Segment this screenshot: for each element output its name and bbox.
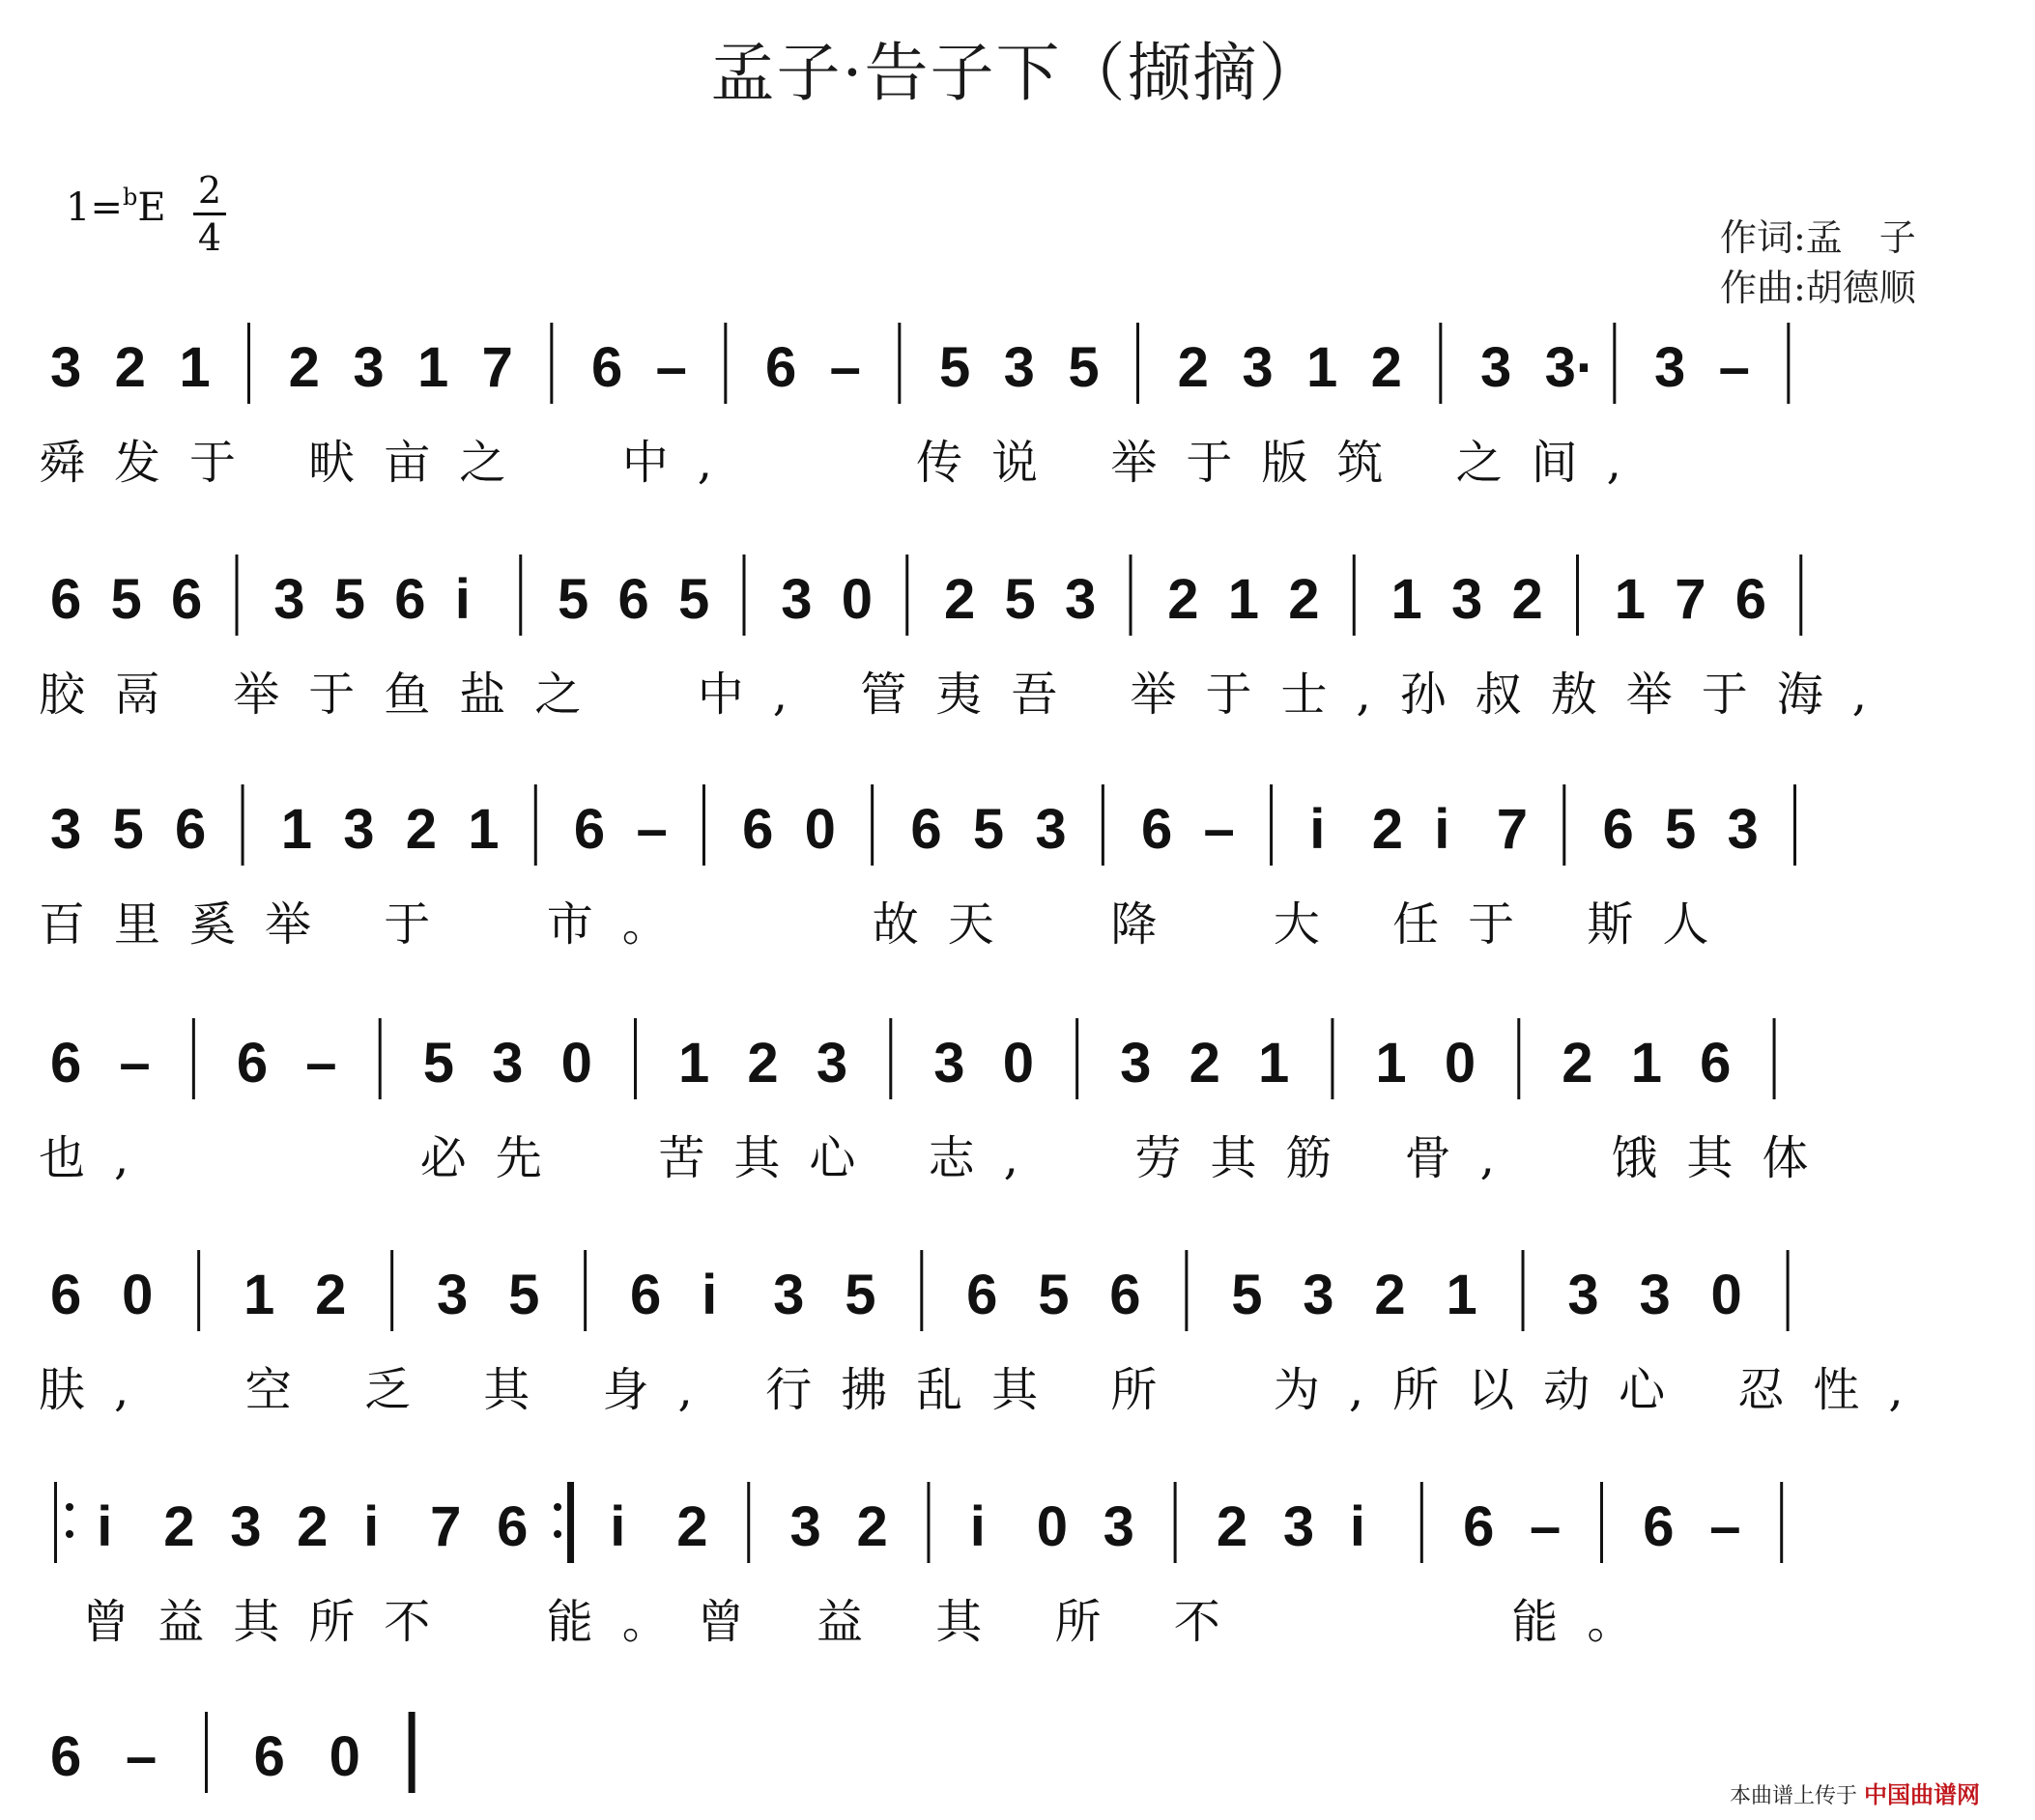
barline xyxy=(1780,1482,1783,1563)
note-5: 5 xyxy=(110,568,142,631)
note-5: 5 xyxy=(1664,798,1697,861)
note-2: 2 xyxy=(163,1495,195,1558)
credits xyxy=(1720,213,1916,313)
note-i: i xyxy=(1349,1495,1365,1558)
note-2: 2 xyxy=(747,1032,779,1095)
note-5: 5 xyxy=(1004,568,1036,631)
note-7: 7 xyxy=(481,336,513,399)
lyrics-line-5: 肤, 空 乏 其 身, 行拂乱其 所 为,所以动心 忍性, xyxy=(39,1363,1933,1417)
note-2: 2 xyxy=(1374,1264,1406,1326)
note-5: 5 xyxy=(1068,336,1100,399)
note-2: 2 xyxy=(1189,1032,1220,1095)
note-5: 5 xyxy=(422,1032,454,1095)
note-0: 0 xyxy=(122,1264,154,1326)
notation-line-4 xyxy=(39,1014,2010,1107)
notation-line-7 xyxy=(39,1708,2010,1801)
note-6: 6 xyxy=(50,1264,82,1326)
note-2: 2 xyxy=(315,1264,347,1326)
note-2: 2 xyxy=(944,568,976,631)
note-5: 5 xyxy=(678,568,710,631)
note-dash: – xyxy=(1718,336,1750,399)
note-3: 3 xyxy=(1242,336,1274,399)
note-i: i xyxy=(1434,798,1450,861)
note-1: 1 xyxy=(468,798,500,861)
note-1: 1 xyxy=(678,1032,710,1095)
barline xyxy=(1185,1250,1188,1331)
note-dash: – xyxy=(1709,1495,1741,1558)
note-3: 3 xyxy=(1282,1495,1315,1558)
barline xyxy=(1075,1018,1078,1099)
key-signature xyxy=(66,184,166,230)
note-3: 3 xyxy=(50,798,82,861)
note-1: 1 xyxy=(1630,1032,1662,1095)
note-1: 1 xyxy=(1306,336,1338,399)
note-1: 1 xyxy=(280,798,312,861)
note-i: i xyxy=(702,1264,718,1326)
barline xyxy=(409,1712,416,1793)
note-2: 2 xyxy=(1167,568,1199,631)
note-i: i xyxy=(610,1495,626,1558)
barline xyxy=(390,1250,393,1331)
note-2: 2 xyxy=(405,798,438,861)
note-i: i xyxy=(97,1495,113,1558)
note-dash: – xyxy=(126,1725,158,1788)
note-5: 5 xyxy=(1231,1264,1263,1326)
note-2: 2 xyxy=(1288,568,1320,631)
note-2: 2 xyxy=(1371,798,1404,861)
barline xyxy=(1613,323,1616,404)
note-6: 6 xyxy=(1700,1032,1732,1095)
composer-credit: 作曲:胡德顺 xyxy=(1720,267,1916,309)
note-3: 3 xyxy=(1480,336,1512,399)
note-2: 2 xyxy=(288,336,320,399)
note-0: 0 xyxy=(804,798,836,861)
note-3dot: 3· xyxy=(1544,336,1595,399)
note-5: 5 xyxy=(558,568,589,631)
barline xyxy=(205,1712,208,1793)
notation-line-3 xyxy=(39,781,2010,873)
note-3: 3 xyxy=(1035,798,1067,861)
note-6: 6 xyxy=(573,798,606,861)
note-1: 1 xyxy=(1446,1264,1477,1326)
note-3: 3 xyxy=(1567,1264,1599,1326)
lyrics-line-1: 舜发于 畎亩之 中, 传说 举于版筑 之间, xyxy=(39,436,1650,490)
note-6: 6 xyxy=(394,568,426,631)
note-6: 6 xyxy=(1602,798,1634,861)
barline xyxy=(724,323,727,404)
barline xyxy=(1787,323,1790,404)
barline xyxy=(242,784,244,866)
note-0: 0 xyxy=(329,1725,360,1788)
note-2: 2 xyxy=(1511,568,1543,631)
time-signature xyxy=(193,170,226,258)
note-i: i xyxy=(969,1495,986,1558)
notation-line-2 xyxy=(39,551,2010,643)
note-6: 6 xyxy=(1734,568,1767,631)
page-title: 孟子·告子下（撷摘） xyxy=(710,36,1325,110)
note-2: 2 xyxy=(1370,336,1402,399)
note-0: 0 xyxy=(841,568,874,631)
barline xyxy=(197,1250,200,1331)
lyricist-credit: 作词:孟 子 xyxy=(1720,216,1916,259)
note-3: 3 xyxy=(1303,1264,1334,1326)
barline xyxy=(1174,1482,1177,1563)
note-2: 2 xyxy=(856,1495,888,1558)
note-1: 1 xyxy=(417,336,449,399)
meter-bottom: 4 xyxy=(197,216,222,259)
note-7: 7 xyxy=(430,1495,462,1558)
barline xyxy=(236,555,239,636)
note-0: 0 xyxy=(560,1032,592,1095)
barline xyxy=(192,1018,195,1099)
barline xyxy=(702,784,705,866)
note-6: 6 xyxy=(50,1725,82,1788)
barline xyxy=(1517,1018,1520,1099)
barline xyxy=(554,1482,574,1563)
barline xyxy=(743,555,746,636)
barline xyxy=(1130,555,1132,636)
note-5: 5 xyxy=(508,1264,540,1326)
note-dash: – xyxy=(119,1032,151,1095)
note-5: 5 xyxy=(845,1264,876,1326)
note-5: 5 xyxy=(112,798,144,861)
barline xyxy=(1331,1018,1333,1099)
barline xyxy=(905,555,908,636)
note-dash: – xyxy=(1203,798,1235,861)
barline xyxy=(747,1482,750,1563)
note-6: 6 xyxy=(1643,1495,1675,1558)
barline xyxy=(1787,1250,1790,1331)
note-3: 3 xyxy=(343,798,375,861)
barline xyxy=(1773,1018,1776,1099)
note-dash: – xyxy=(1530,1495,1562,1558)
barline xyxy=(898,323,901,404)
barline xyxy=(1136,323,1139,404)
barline xyxy=(920,1250,923,1331)
notation-line-6 xyxy=(39,1478,2010,1571)
note-3: 3 xyxy=(492,1032,524,1095)
note-6: 6 xyxy=(497,1495,529,1558)
note-1: 1 xyxy=(1258,1032,1290,1095)
footer-text: 本曲谱上传于 xyxy=(1730,1784,1858,1808)
note-2: 2 xyxy=(1216,1495,1248,1558)
note-2: 2 xyxy=(676,1495,708,1558)
note-i: i xyxy=(1309,798,1326,861)
key-prefix: 1= xyxy=(66,185,123,230)
note-6: 6 xyxy=(50,568,82,631)
note-dash: – xyxy=(305,1032,337,1095)
note-3: 3 xyxy=(933,1032,965,1095)
lyrics-line-3: 百里奚举 于 市。 故天 降 大 任于 斯人 xyxy=(39,897,1738,952)
note-3: 3 xyxy=(353,336,385,399)
barline xyxy=(1562,784,1565,866)
barline xyxy=(584,1250,587,1331)
lyrics-line-6: 曾益其所不 能。曾 益 其 所 不 能。 xyxy=(39,1595,1663,1649)
barline xyxy=(1600,1482,1603,1563)
barline xyxy=(634,1018,637,1099)
barline xyxy=(1522,1250,1525,1331)
note-6: 6 xyxy=(742,798,774,861)
note-1: 1 xyxy=(1375,1032,1407,1095)
note-1: 1 xyxy=(179,336,211,399)
note-dash: – xyxy=(829,336,861,399)
note-5: 5 xyxy=(333,568,366,631)
note-0: 0 xyxy=(1036,1495,1068,1558)
note-6: 6 xyxy=(171,568,203,631)
note-3: 3 xyxy=(230,1495,262,1558)
note-2: 2 xyxy=(1177,336,1209,399)
barline xyxy=(1420,1482,1423,1563)
note-6: 6 xyxy=(1109,1264,1141,1326)
barline xyxy=(247,323,250,404)
note-2: 2 xyxy=(297,1495,329,1558)
note-3: 3 xyxy=(1451,568,1483,631)
note-6: 6 xyxy=(765,336,797,399)
note-6: 6 xyxy=(966,1264,998,1326)
barline xyxy=(1102,784,1104,866)
footer-watermark xyxy=(1730,1776,1980,1809)
barline xyxy=(379,1018,382,1099)
lyrics-line-2: 胶鬲 举于鱼盐之 中, 管夷吾 举于士,孙叔敖举于海, xyxy=(39,668,1897,722)
barline xyxy=(550,323,553,404)
note-3: 3 xyxy=(1120,1032,1152,1095)
meter-top: 2 xyxy=(197,169,222,212)
notation-line-5 xyxy=(39,1246,2010,1339)
note-3: 3 xyxy=(1727,798,1759,861)
barline xyxy=(927,1482,930,1563)
note-5: 5 xyxy=(939,336,971,399)
note-3: 3 xyxy=(773,1264,805,1326)
barline xyxy=(1793,784,1796,866)
note-6: 6 xyxy=(50,1032,82,1095)
note-6: 6 xyxy=(253,1725,285,1788)
lyrics-line-4: 也, 必先 苦其心 志, 劳其筋 骨, 饿其体 xyxy=(39,1131,1838,1185)
note-6: 6 xyxy=(630,1264,662,1326)
note-6: 6 xyxy=(591,336,623,399)
note-6: 6 xyxy=(1463,1495,1495,1558)
note-3: 3 xyxy=(1003,336,1035,399)
note-1: 1 xyxy=(1614,568,1647,631)
note-dash: – xyxy=(655,336,687,399)
note-6: 6 xyxy=(175,798,207,861)
note-5: 5 xyxy=(1038,1264,1070,1326)
note-7: 7 xyxy=(1675,568,1706,631)
meter-divider xyxy=(193,213,226,215)
note-3: 3 xyxy=(437,1264,469,1326)
barline xyxy=(54,1482,73,1563)
note-3: 3 xyxy=(781,568,813,631)
note-1: 1 xyxy=(1390,568,1422,631)
note-3: 3 xyxy=(1654,336,1686,399)
note-1: 1 xyxy=(1227,568,1260,631)
note-3: 3 xyxy=(1639,1264,1671,1326)
note-6: 6 xyxy=(1141,798,1173,861)
note-3: 3 xyxy=(1065,568,1097,631)
note-6: 6 xyxy=(910,798,942,861)
note-i: i xyxy=(454,568,471,631)
key-note: E xyxy=(137,185,166,230)
barline xyxy=(1576,555,1579,636)
site-logo: 中国曲谱网 xyxy=(1864,1781,1981,1808)
flat-sign: b xyxy=(122,184,138,211)
note-1: 1 xyxy=(244,1264,275,1326)
barline xyxy=(889,1018,892,1099)
note-6: 6 xyxy=(236,1032,269,1095)
barline xyxy=(534,784,537,866)
note-3: 3 xyxy=(816,1032,848,1095)
notation-line-1 xyxy=(39,319,2010,412)
barline xyxy=(871,784,874,866)
barline xyxy=(1799,555,1802,636)
note-3: 3 xyxy=(789,1495,821,1558)
note-0: 0 xyxy=(1444,1032,1476,1095)
note-5: 5 xyxy=(972,798,1005,861)
note-3: 3 xyxy=(50,336,82,399)
note-dash: – xyxy=(636,798,668,861)
note-2: 2 xyxy=(1562,1032,1593,1095)
note-6: 6 xyxy=(617,568,649,631)
barline xyxy=(1270,784,1273,866)
note-7: 7 xyxy=(1496,798,1529,861)
note-2: 2 xyxy=(114,336,146,399)
note-0: 0 xyxy=(1710,1264,1742,1326)
note-i: i xyxy=(363,1495,380,1558)
barline xyxy=(1439,323,1442,404)
note-3: 3 xyxy=(1103,1495,1134,1558)
note-0: 0 xyxy=(1002,1032,1034,1095)
note-3: 3 xyxy=(273,568,305,631)
barline xyxy=(519,555,522,636)
barline xyxy=(1353,555,1356,636)
